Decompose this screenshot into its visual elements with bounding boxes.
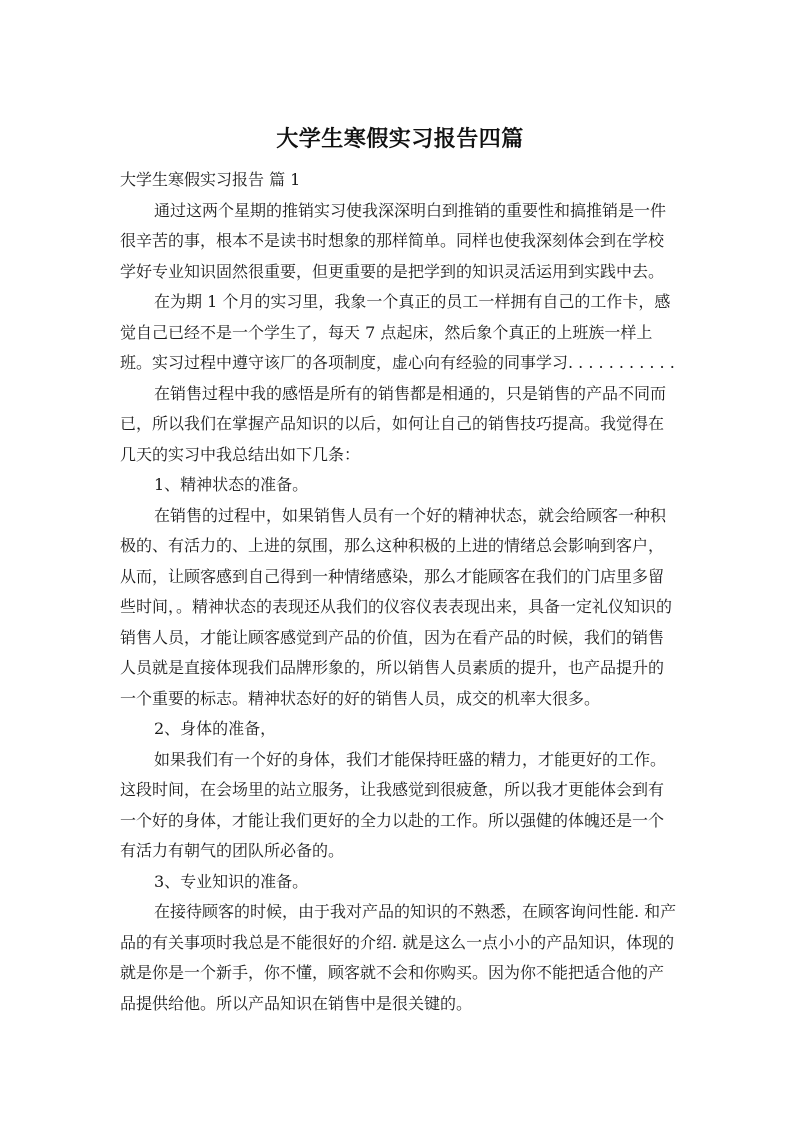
document-body [120, 165, 690, 1019]
paragraph-line: 就是你是一个新手，你不懂，顾客就不会和你购买。因为你不能把适合他的产 [120, 963, 665, 982]
list-heading [120, 714, 690, 745]
paragraph-line: 在销售的过程中，如果销售人员有一个好的精神状态，就会给顾客一种积 [154, 505, 667, 525]
paragraph [120, 897, 690, 1019]
paragraph-line: 觉自己已经不是一个学生了，每天 7 点起床，然后象个真正的上班族一样上 [120, 322, 653, 342]
list-heading [120, 470, 690, 501]
paragraph-line: 通过这两个星期的推销实习使我深深明白到推销的重要性和搞推销是一件 [154, 200, 667, 220]
paragraph [120, 379, 690, 471]
document-title: 大学生寒假实习报告四篇 [276, 127, 524, 152]
paragraph-line: 很辛苦的事，根本不是读书时想象的那样简单。同样也使我深刻体会到在学校 [120, 231, 665, 250]
paragraph-line: 品的有关事项时我总是不能很好的介绍. 就是这么一点小小的产品知识，体现的 [120, 932, 675, 952]
paragraph-line: 几天的实习中我总结出如下几条： [120, 444, 361, 464]
paragraph-line: 班。实习过程中遵守该厂的各项制度，虚心向有经验的同事学习. . . . . . . . . . . [120, 353, 675, 372]
paragraph-line: 销售人员，才能让顾客感觉到产品的价值，因为在看产品的时候，我们的销售 [120, 627, 665, 647]
list-heading-text: 3、专业知识的准备。 [154, 871, 309, 891]
paragraph-line: 一个好的身体，才能让我们更好的全力以赴的工作。所以强健的体魄还是一个 [120, 810, 665, 830]
paragraph-line: 在接待顾客的时候，由于我对产品的知识的不熟悉，在顾客询问性能. 和产 [154, 902, 677, 921]
paragraph-line: 如果我们有一个好的身体，我们才能保持旺盛的精力，才能更好的工作。 [154, 749, 667, 769]
paragraph-line: 有活力有朝气的团队所必备的。 [120, 841, 345, 860]
list-heading-text: 1、精神状态的准备。 [154, 475, 309, 494]
section-heading: 大学生寒假实习报告 篇 1 [120, 170, 301, 189]
paragraph-line: 已，所以我们在掌握产品知识的以后，如何让自己的销售技巧提高。我觉得在 [120, 414, 665, 433]
paragraph [120, 196, 690, 288]
list-heading-text: 2、身体的准备， [154, 719, 277, 738]
list-heading [120, 867, 690, 898]
paragraph-line: 一个重要的标志。精神状态好的好的销售人员，成交的机率大很多。 [120, 688, 601, 708]
paragraph-line: 人员就是直接体现我们品牌形象的，所以销售人员素质的提升，也产品提升的 [120, 658, 665, 677]
paragraph-line: 在销售过程中我的感悟是所有的销售都是相通的，只是销售的产品不同而 [154, 383, 667, 403]
paragraph-line: 从而，让顾客感到自己得到一种情绪感染，那么才能顾客在我们的门店里多留 [120, 566, 665, 586]
paragraph-line: 学好专业知识固然很重要，但更重要的是把学到的知识灵活运用到实践中去。 [120, 261, 665, 281]
paragraph [120, 501, 690, 715]
paragraph-line: 品提供给他。所以产品知识在销售中是很关键的。 [120, 993, 473, 1013]
paragraph-line: 极的、有活力的、上进的氛围，那么这种积极的上进的情绪总会影响到客户， [120, 536, 665, 555]
paragraph-line: 些时间，。精神状态的表现还从我们的仪容仪表表现出来，具备一定礼仪知识的 [120, 597, 673, 616]
paragraph [120, 287, 690, 379]
paragraph-line: 这段时间，在会场里的站立服务，让我感觉到很疲惫，所以我才更能体会到有 [120, 780, 665, 799]
paragraph [120, 745, 690, 867]
paragraph-line: 在为期 1 个月的实习里，我象一个真正的员工一样拥有自己的工作卡，感 [154, 292, 671, 311]
